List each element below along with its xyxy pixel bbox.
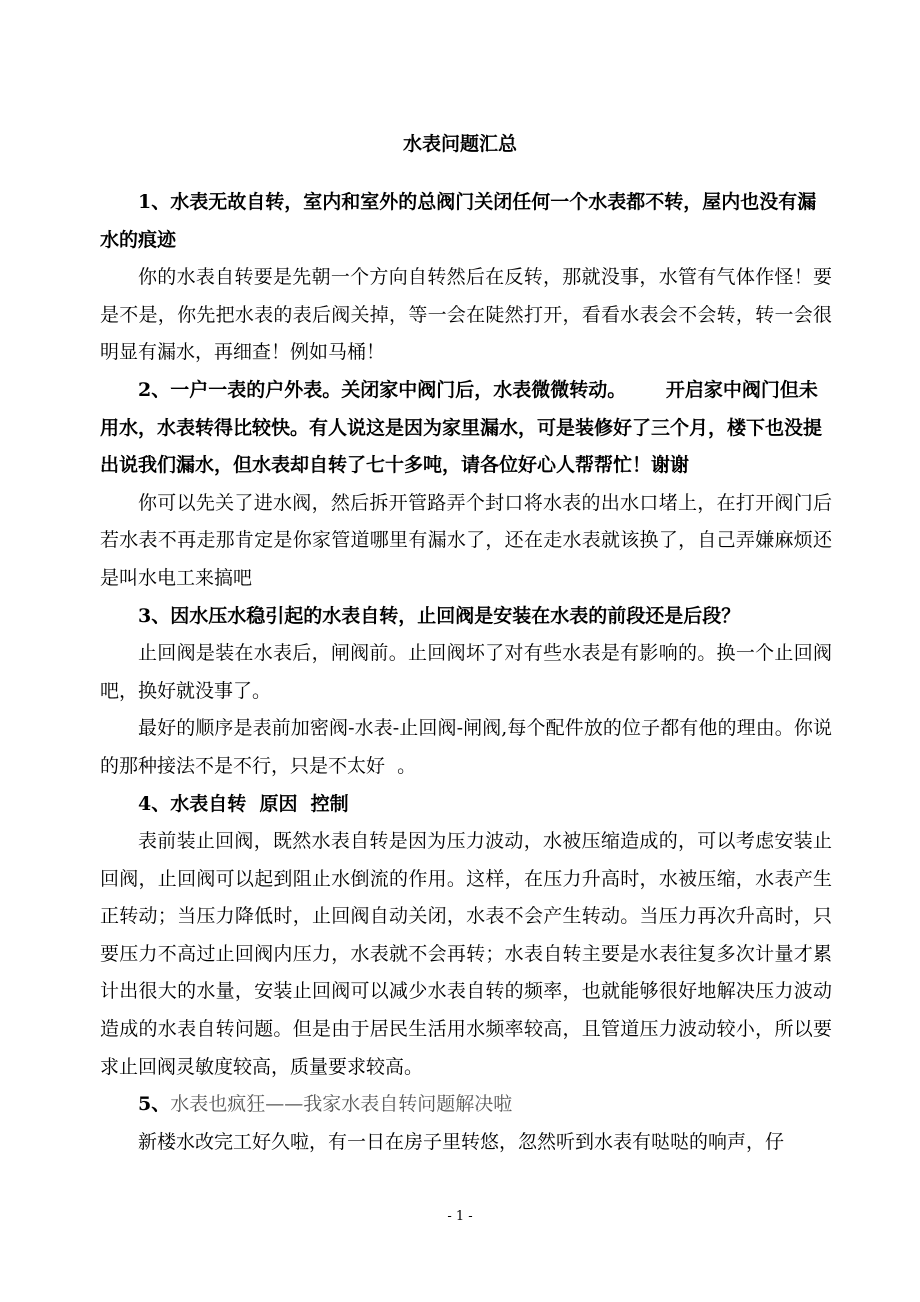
section-5-heading [100,1086,832,1124]
section-1-paragraph-1: 你的水表自转要是先朝一个方向自转然后在反转，那就没事，水管有气体作怪！要是不是，你先把水表的表后阀关掉，等一会在陡然打开，看看水表会不会转，转一会很明显有漏水，再细查！例如马桶！ [100,266,832,364]
section-4-paragraph-1: 表前装止回阀，既然水表自转是因为压力波动，水被压缩造成的，可以考虑安装止回阀，止回阀可以起到阻止水倒流的作用。这样，在压力升高时，水被压缩，水表产生正转动；当压力降低时，止回阀自动关闭，水表不会产生转动。当压力再次升高时，只要压力不高过止回阀内压力，水表就不会再转；水表自转主要是水表往复多次计量才累计出很大的水量，安装止回阀可以减少水表自转的频率，也就能够很好地解决压力波动造成的水表自转问题。但是由于居民生活用水频率较高，且管道压力波动较小，所以要求止回阀灵敏度较高，质量要求较高。 [100,830,832,1078]
document-body [100,184,832,1161]
section-3-heading: 3、因水压水稳引起的水表自转，止回阀是安装在水表的前段还是后段？ [138,604,741,627]
section-2-heading: 2、一户一表的户外表。关闭家中阀门后，水表微微转动。 开启家中阀门但未用水，水表转得比较快。有人说这是因为家里漏水，可是装修好了三个月，楼下也没提出说我们漏水，但水表却自转了七十多吨，请各位好心人帮帮忙！谢谢 [100,378,823,477]
section-3-paragraph-2: 最好的顺序是表前加密阀-水表-止回阀-闸阀,每个配件放的位子都有他的理由。你说的那种接法不是不行，只是不太好 。 [100,717,832,777]
section-5-number: 5、 [138,1093,171,1116]
section-2-paragraph-1: 你可以先关了进水阀，然后拆开管路弄个封口将水表的出水口堵上，在打开阀门后若水表不再走那肯定是你家管道哪里有漏水了，还在走水表就该换了，自己弄嫌麻烦还是叫水电工来搞吧 [100,491,832,589]
section-1-heading: 1、水表无故自转，室内和室外的总阀门关闭任何一个水表都不转，屋内也没有漏水的痕迹 [100,191,817,251]
section-4-heading: 4、水表自转 原因 控制 [138,792,349,815]
page-number: - 1 - [447,1209,473,1224]
section-3-paragraph-1: 止回阀是装在水表后，闸阀前。止回阀坏了对有些水表是有影响的。换一个止回阀吧，换好就没事了。 [100,642,832,702]
page-title: 水表问题汇总 [402,133,517,155]
section-5-paragraph-1: 新楼水改完工好久啦，有一日在房子里转悠，忽然听到水表有哒哒的响声，仔 [138,1130,785,1153]
section-5-heading-text: 水表也疯狂——我家水表自转问题解决啦 [170,1093,513,1116]
